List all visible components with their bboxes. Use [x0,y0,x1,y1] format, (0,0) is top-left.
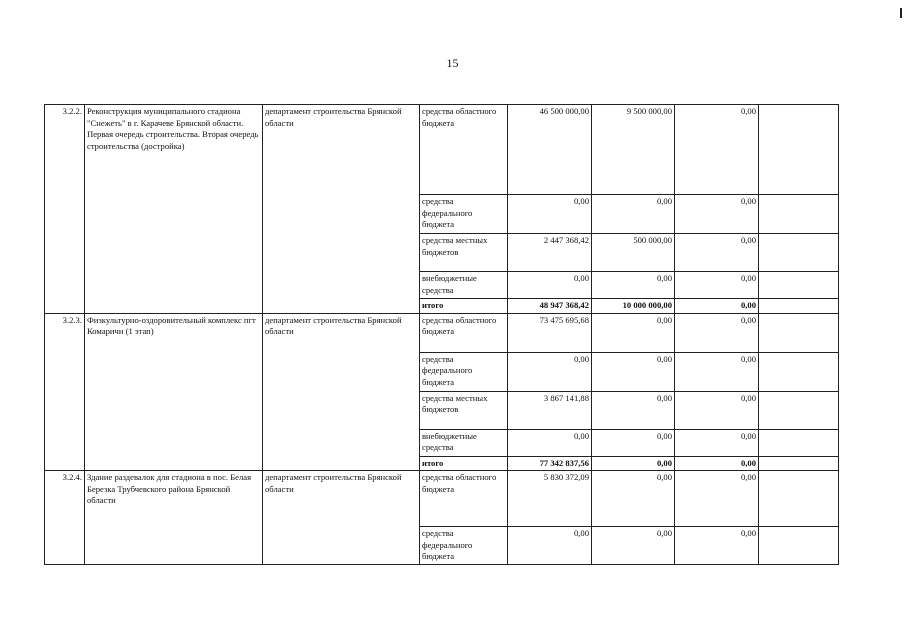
total-year-3: 0,00 [675,456,759,471]
project-name: Реконструкция муниципального стадиона "Снежеть" в г. Карачеве Брянской области. Первая очередь строительства. Вторая очередь строительства (достройка) [85,105,263,314]
amount-year-1: 3 867 141,88 [508,391,592,429]
funding-source: средства федерального бюджета [420,527,508,565]
amount-year-2: 0,00 [592,527,675,565]
empty-cell [759,313,839,352]
table-row [45,313,839,352]
funding-source: средства федерального бюджета [420,195,508,234]
amount-year-3: 0,00 [675,195,759,234]
amount-year-3: 0,00 [675,391,759,429]
page-number: 15 [446,56,459,70]
funding-source: средства местных бюджетов [420,391,508,429]
empty-cell [759,299,839,314]
project-number: 3.2.4. [45,471,85,565]
amount-year-2: 0,00 [592,391,675,429]
scan-edge-mark [900,8,902,18]
project-executor: департамент строительства Брянской области [263,105,420,314]
project-number: 3.2.3. [45,313,85,471]
project-name: Здание раздевалок для стадиона в пос. Белая Березка Трубчевского района Брянской области [85,471,263,565]
total-year-1: 77 342 837,56 [508,456,592,471]
amount-year-2: 0,00 [592,195,675,234]
amount-year-1: 0,00 [508,195,592,234]
empty-cell [759,429,839,456]
empty-cell [759,105,839,195]
total-year-3: 0,00 [675,299,759,314]
empty-cell [759,352,839,391]
funding-table [44,104,839,565]
empty-cell [759,272,839,299]
funding-total-label: итого [420,299,508,314]
total-year-2: 0,00 [592,456,675,471]
amount-year-3: 0,00 [675,352,759,391]
empty-cell [759,456,839,471]
project-executor: департамент строительства Брянской области [263,471,420,565]
funding-source: средства областного бюджета [420,313,508,352]
amount-year-2: 0,00 [592,313,675,352]
amount-year-3: 0,00 [675,105,759,195]
amount-year-1: 0,00 [508,352,592,391]
empty-cell [759,391,839,429]
table-row [45,471,839,527]
amount-year-1: 73 475 695,68 [508,313,592,352]
amount-year-1: 46 500 000,00 [508,105,592,195]
amount-year-3: 0,00 [675,471,759,527]
project-name: Физкультурно-оздоровительный комплекс пгт Комаричи (1 этап) [85,313,263,471]
empty-cell [759,527,839,565]
empty-cell [759,195,839,234]
empty-cell [759,234,839,272]
amount-year-2: 500 000,00 [592,234,675,272]
funding-source: средства областного бюджета [420,105,508,195]
funding-source: средства федерального бюджета [420,352,508,391]
amount-year-3: 0,00 [675,234,759,272]
table-row [45,105,839,195]
amount-year-1: 2 447 368,42 [508,234,592,272]
amount-year-3: 0,00 [675,429,759,456]
amount-year-2: 9 500 000,00 [592,105,675,195]
funding-source: средства областного бюджета [420,471,508,527]
funding-source: внебюджетные средства [420,429,508,456]
amount-year-1: 5 830 372,09 [508,471,592,527]
amount-year-1: 0,00 [508,429,592,456]
project-number: 3.2.2. [45,105,85,314]
amount-year-1: 0,00 [508,527,592,565]
amount-year-1: 0,00 [508,272,592,299]
total-year-1: 48 947 368,42 [508,299,592,314]
amount-year-3: 0,00 [675,313,759,352]
project-executor: департамент строительства Брянской области [263,313,420,471]
funding-total-label: итого [420,456,508,471]
total-year-2: 10 000 000,00 [592,299,675,314]
amount-year-3: 0,00 [675,527,759,565]
funding-source: внебюджетные средства [420,272,508,299]
amount-year-2: 0,00 [592,471,675,527]
amount-year-2: 0,00 [592,352,675,391]
amount-year-2: 0,00 [592,429,675,456]
funding-source: средства местных бюджетов [420,234,508,272]
empty-cell [759,471,839,527]
amount-year-2: 0,00 [592,272,675,299]
amount-year-3: 0,00 [675,272,759,299]
